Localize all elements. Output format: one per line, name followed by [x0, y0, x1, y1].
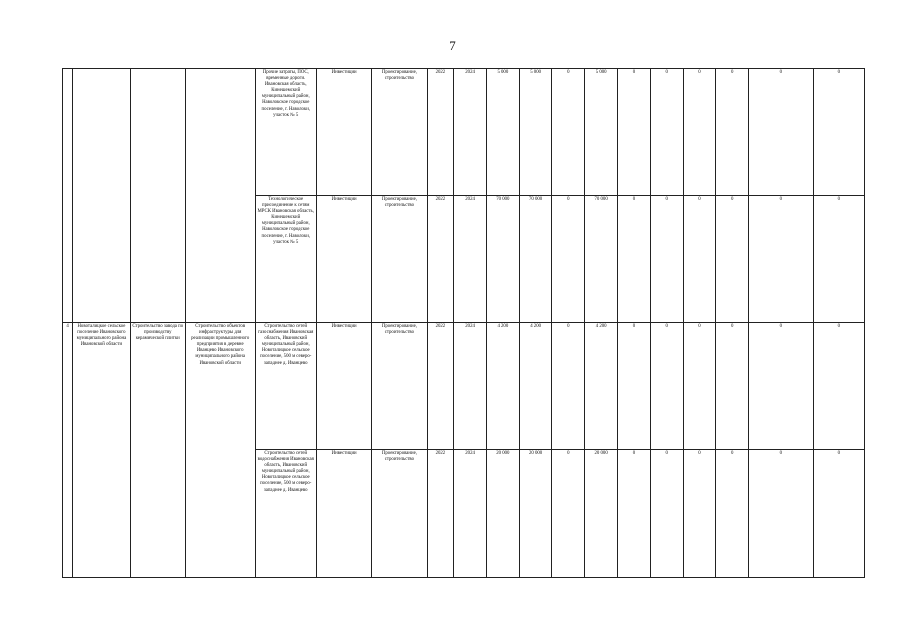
cell-value: 4 200	[585, 323, 618, 450]
cell-value: 0	[716, 450, 749, 578]
cell-value: 5 000	[486, 69, 519, 196]
cell-value: 0	[618, 196, 651, 323]
cell-start-year: 2022	[427, 69, 454, 196]
cell-value: 4 200	[519, 323, 552, 450]
cell-value: 70 000	[486, 196, 519, 323]
cell-source: Инвестиции	[316, 450, 371, 578]
cell-value: 0	[813, 196, 864, 323]
table-row	[63, 69, 865, 196]
cell-start-year: 2022	[427, 196, 454, 323]
cell-end-year: 2024	[454, 196, 487, 323]
cell-value: 0	[650, 323, 683, 450]
cell-kind: Проектирование, строительство	[372, 323, 427, 450]
cell-value: 0	[618, 323, 651, 450]
cell-kind: Проектирование, строительство	[372, 69, 427, 196]
cell-value: 0	[683, 69, 716, 196]
cell-object: Технологическое присоединение к сетям МРСК Ивановская область, Кинешемский муниципальный район, Наволокское городское поселение, г. Наволоки, участок № 5	[255, 196, 316, 323]
cell-value: 0	[683, 450, 716, 578]
cell-value: 0	[683, 323, 716, 450]
cell-measure: Строительство объектов инфраструктуры для реализации промышленного предприятия в деревне Иванцево Ивановского муниципального района Ивановской области	[185, 323, 255, 578]
cell-value: 0	[552, 196, 585, 323]
cell-value: 20 000	[519, 450, 552, 578]
cell-object: Строительство сетей водоснабжения Ивановская область, Ивановский муниципальный район, Новоталицкое сельское поселение, 500 м северо-западнее д. Иванцево	[255, 450, 316, 578]
cell-value: 20 000	[486, 450, 519, 578]
cell-kind: Проектирование, строительство	[372, 450, 427, 578]
investment-table	[62, 68, 865, 578]
cell-value: 0	[716, 69, 749, 196]
cell-value: 0	[650, 69, 683, 196]
page-number: 7	[449, 38, 456, 53]
cell-no: 4	[63, 323, 73, 578]
cell-value: 0	[650, 450, 683, 578]
cell-value: 4 200	[486, 323, 519, 450]
cell-value: 0	[552, 69, 585, 196]
cell-kind: Проектирование, строительство	[372, 196, 427, 323]
cell-measure	[185, 69, 255, 323]
cell-start-year: 2022	[427, 450, 454, 578]
cell-investment-project: Строительство завода по производству керамической плитки	[130, 323, 185, 578]
cell-municipality: Новоталицкое сельское поселение Ивановского муниципального района Ивановской области	[73, 323, 130, 578]
cell-value: 0	[749, 69, 814, 196]
cell-value: 0	[683, 196, 716, 323]
cell-end-year: 2024	[454, 69, 487, 196]
cell-value: 5 000	[585, 69, 618, 196]
cell-object: Строительство сетей газоснабжения Ивановская область, Ивановский муниципальный район, Новоталицкое сельское поселение, 500 м северо-западнее д. Иванцево	[255, 323, 316, 450]
cell-value: 70 000	[519, 196, 552, 323]
cell-start-year: 2022	[427, 323, 454, 450]
cell-end-year: 2024	[454, 450, 487, 578]
cell-value: 0	[552, 450, 585, 578]
cell-source: Инвестиции	[316, 323, 371, 450]
cell-value: 0	[618, 450, 651, 578]
cell-value: 20 000	[585, 450, 618, 578]
cell-value: 0	[618, 69, 651, 196]
cell-value: 0	[716, 196, 749, 323]
cell-source: Инвестиции	[316, 196, 371, 323]
cell-value: 0	[716, 323, 749, 450]
cell-value: 0	[650, 196, 683, 323]
cell-end-year: 2024	[454, 323, 487, 450]
cell-municipality	[73, 69, 130, 323]
cell-value: 5 000	[519, 69, 552, 196]
cell-value: 0	[813, 450, 864, 578]
cell-investment-project	[130, 69, 185, 323]
cell-value: 0	[749, 450, 814, 578]
cell-no	[63, 69, 73, 323]
cell-value: 0	[813, 323, 864, 450]
cell-value: 0	[749, 196, 814, 323]
cell-value: 0	[552, 323, 585, 450]
cell-value: 0	[813, 69, 864, 196]
table-row	[63, 323, 865, 450]
cell-source: Инвестиции	[316, 69, 371, 196]
cell-object: Прочие затраты, ПОС, временные дороги. Ивановская область, Кинешемский муниципальный район, Наволокское городское поселение, г. Наволоки, участок № 5	[255, 69, 316, 196]
cell-value: 70 000	[585, 196, 618, 323]
cell-value: 0	[749, 323, 814, 450]
